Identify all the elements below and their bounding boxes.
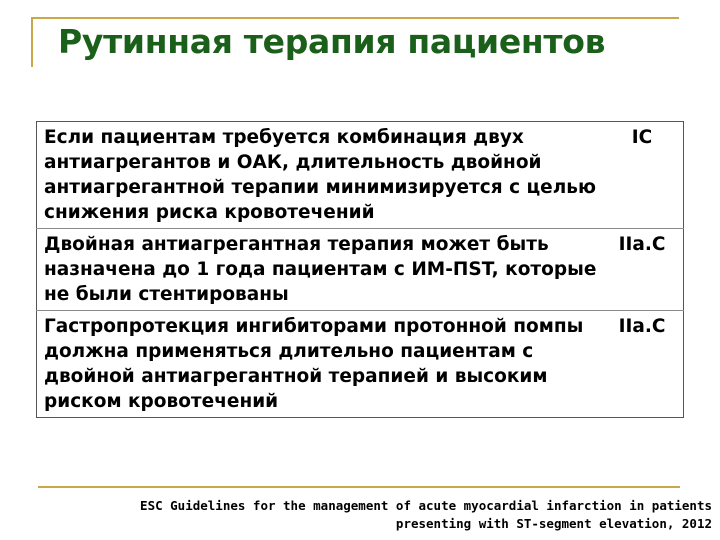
table-row <box>37 311 684 418</box>
left-accent-rule <box>31 17 33 67</box>
slide-title: Рутинная терапия пациентов <box>58 22 606 61</box>
source-line-1: ESC Guidelines for the management of acute myocardial infarction in patients <box>140 498 712 513</box>
recommendation-class: IIa.C <box>607 229 684 311</box>
source-line-2: presenting with ST-segment elevation, 2012 <box>395 516 712 531</box>
recommendation-text: Гастропротекция ингибиторами протонной помпы должна применяться длительно пациентам с двойной антиагрегантной терапией и высоким риском кровотечений <box>37 311 608 418</box>
source-citation <box>140 497 712 533</box>
recommendation-class: IIa.C <box>607 311 684 418</box>
table-row <box>37 122 684 229</box>
recommendation-text: Если пациентам требуется комбинация двух антиагрегантов и ОАК, длительность двойной антиагрегантной терапии минимизируется с целью снижения риска кровотечений <box>37 122 608 229</box>
recommendation-class: IC <box>607 122 684 229</box>
bottom-accent-rule <box>38 486 680 488</box>
recommendation-text: Двойная антиагрегантная терапия может быть назначена до 1 года пациентам с ИМ-ПST, которые не были стентированы <box>37 229 608 311</box>
top-accent-rule <box>31 17 679 19</box>
recommendations-table <box>36 121 684 418</box>
table-row <box>37 229 684 311</box>
